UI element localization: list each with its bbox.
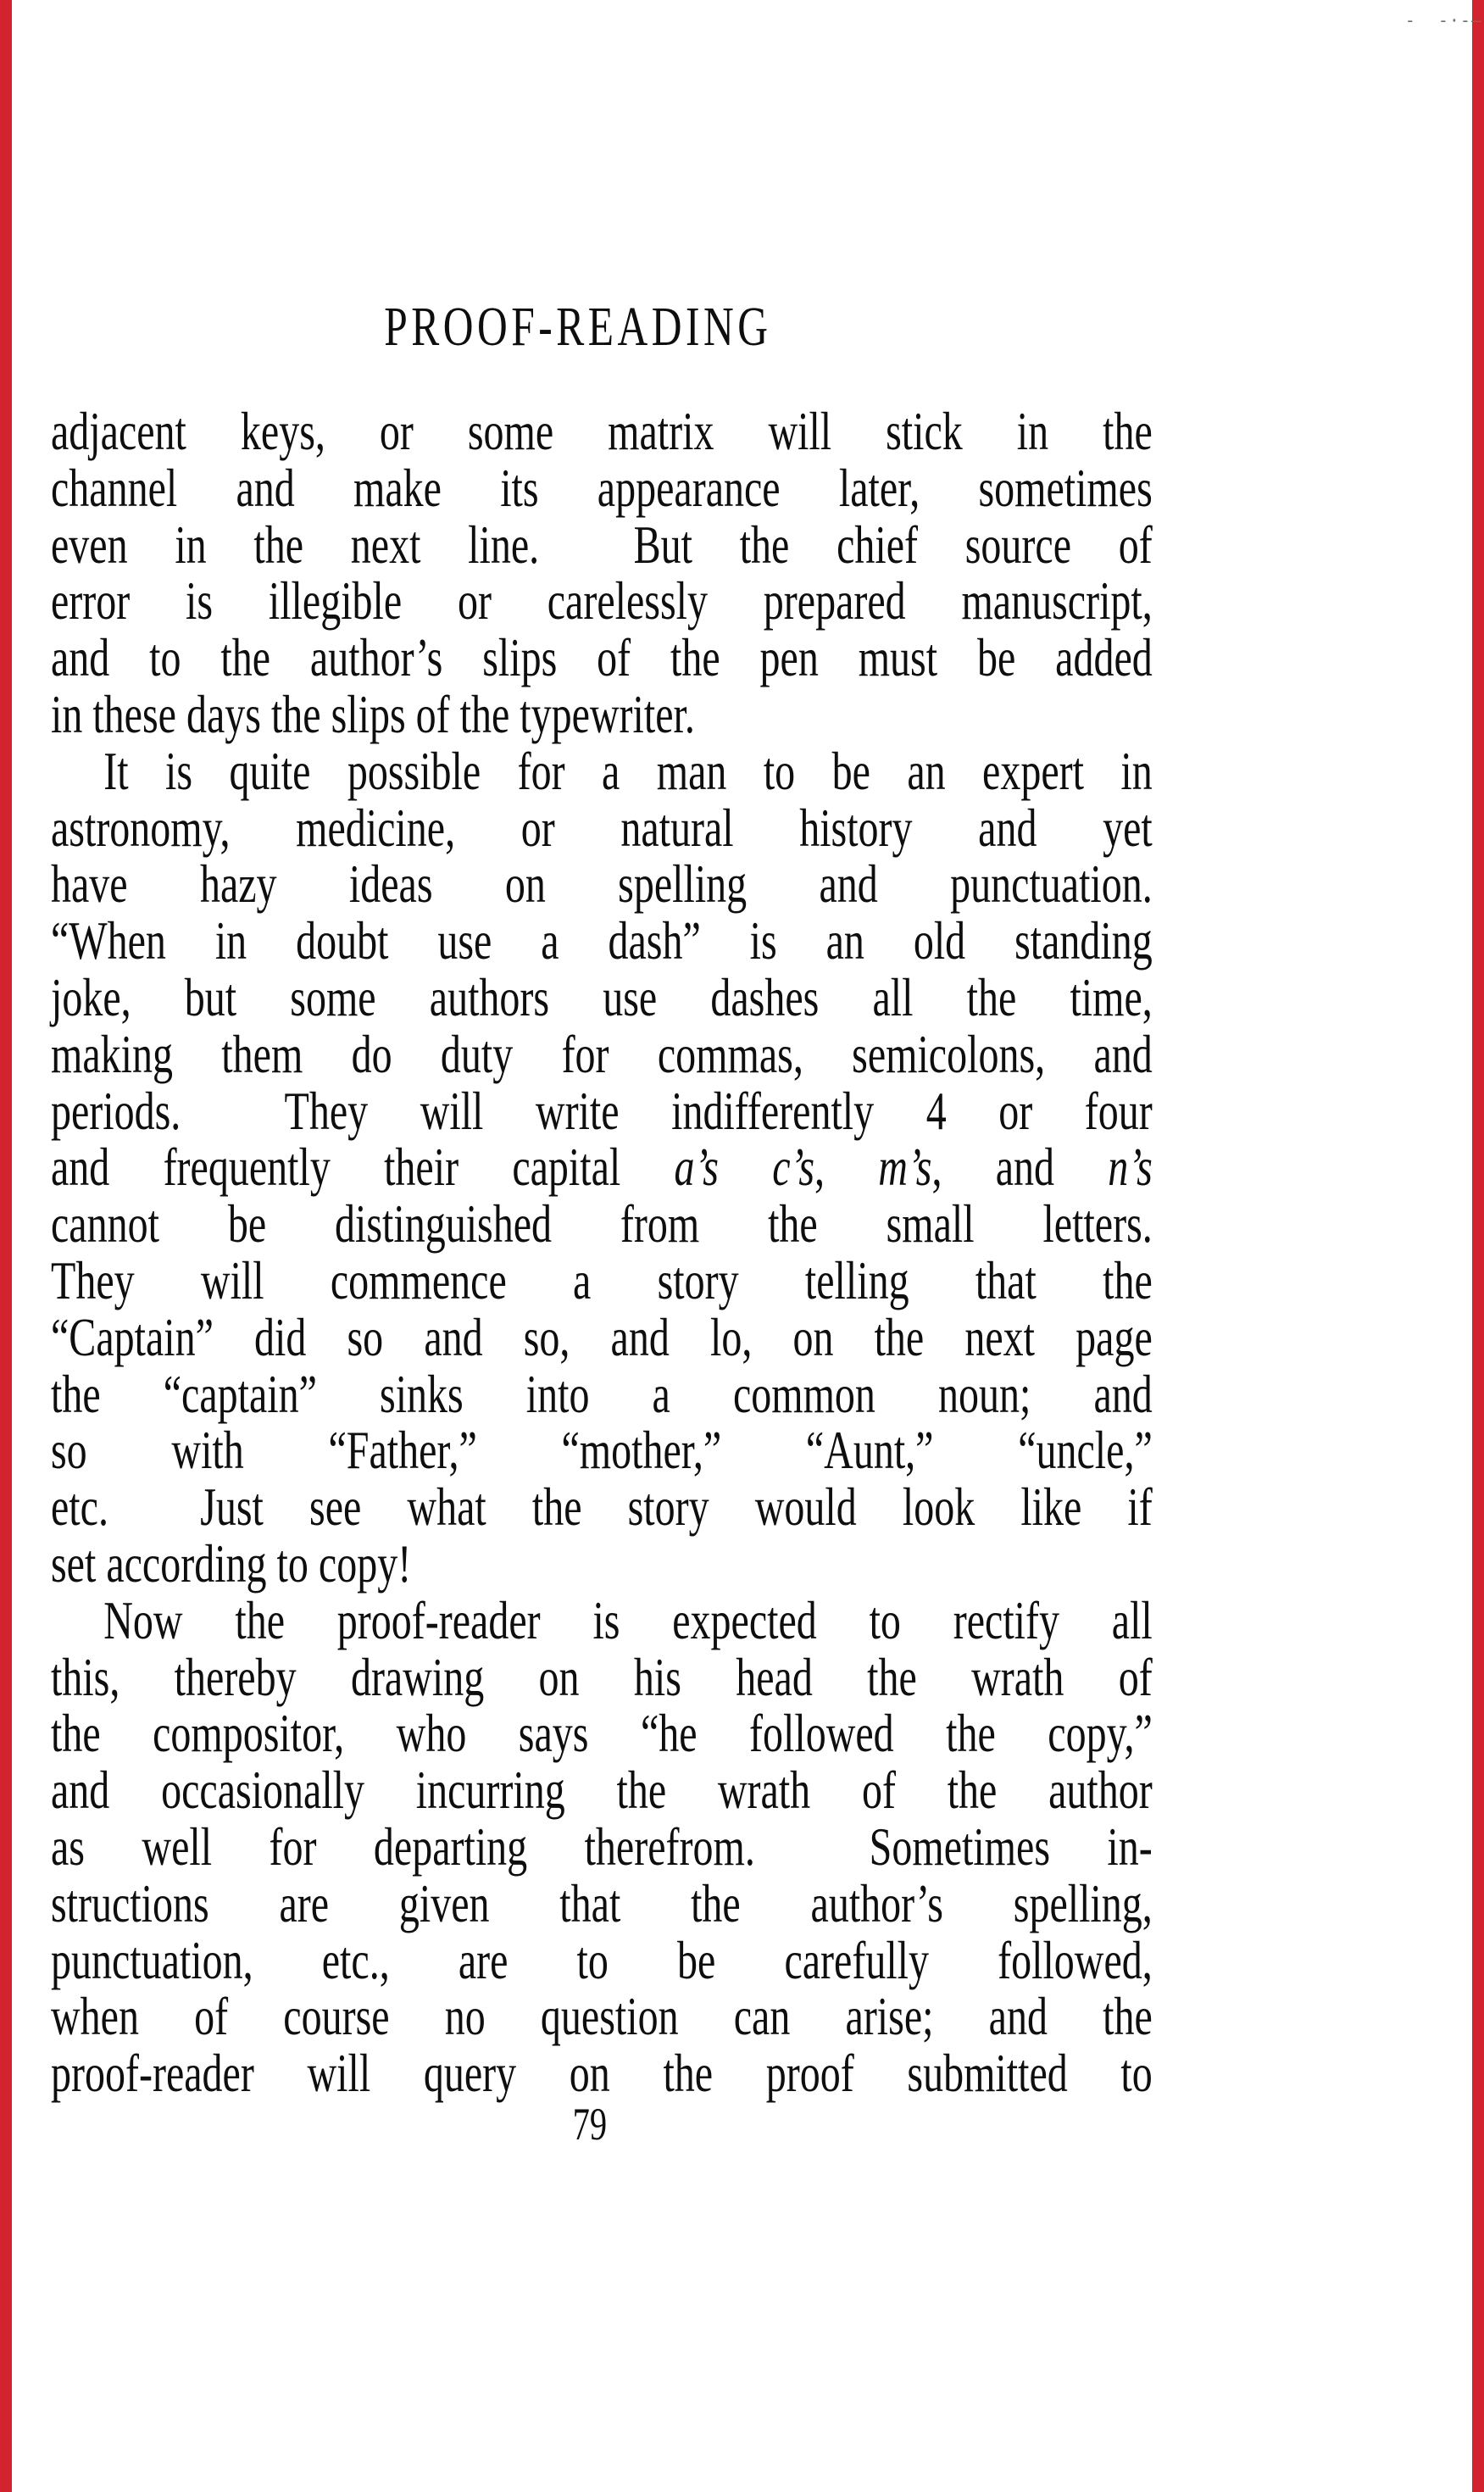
- text-line: channel and make its appearance later, sometimes: [51, 457, 1153, 518]
- text-line: error is illegible or carelessly prepared manuscript,: [51, 570, 1153, 631]
- text-line: It is quite possible for a man to be an expert in: [103, 740, 1153, 801]
- text-line: “Captain” did so and so, and lo, on the next page: [51, 1306, 1153, 1367]
- text-line: making them do duty for commas, semicolons, and: [51, 1023, 1153, 1084]
- body-text: [51, 403, 1153, 2102]
- text-line: periods. They will write indifferently 4 or four: [51, 1080, 1153, 1141]
- text-line: structions are given that the author’s spelling,: [51, 1872, 1153, 1933]
- text-line: in these days the slips of the typewriter.: [51, 683, 695, 744]
- text-line: adjacent keys, or some matrix will stick in the: [51, 401, 1153, 461]
- text-line: astronomy, medicine, or natural history and yet: [51, 797, 1153, 858]
- text-line: joke, but some authors use dashes all the time,: [51, 966, 1153, 1027]
- page-title: PROOF-READING: [384, 296, 772, 358]
- text-line: etc. Just see what the story would look like if: [51, 1477, 1153, 1538]
- text-line: set according to copy!: [51, 1532, 412, 1594]
- text-line: as well for departing therefrom. Sometimes in-: [51, 1816, 1153, 1877]
- text-line: this, thereby drawing on his head the wrath of: [51, 1646, 1153, 1707]
- scan-artifact-marks: - -·-—: [1404, 10, 1482, 31]
- scan-edge-right-bar: [1472, 0, 1484, 2492]
- text-line: and occasionally incurring the wrath of the author: [51, 1760, 1153, 1821]
- text-line: even in the next line. But the chief source of: [51, 514, 1153, 575]
- text-line: when of course no question can arise; and the: [51, 1986, 1153, 2047]
- text-line: Now the proof-reader is expected to rectify all: [103, 1589, 1153, 1650]
- text-line: proof-reader will query on the proof submitted to: [51, 2043, 1153, 2104]
- text-line: They will commence a story telling that the: [51, 1249, 1153, 1310]
- text-line: and frequently their capital a’s c’s, m’s, and n’s: [51, 1137, 1153, 1198]
- scan-edge-left-bar: [0, 0, 12, 2492]
- text-line: cannot be distinguished from the small letters.: [51, 1193, 1153, 1254]
- text-line: so with “Father,” “mother,” “Aunt,” “uncle,”: [51, 1420, 1153, 1481]
- text-line: the “captain” sinks into a common noun; and: [51, 1363, 1153, 1424]
- text-line: “When in doubt use a dash” is an old standing: [51, 910, 1153, 971]
- text-line: the compositor, who says “he followed the copy,”: [51, 1703, 1153, 1764]
- text-line: and to the author’s slips of the pen must be added: [51, 627, 1153, 688]
- text-line: have hazy ideas on spelling and punctuation.: [51, 854, 1153, 915]
- text-line: punctuation, etc., are to be carefully followed,: [51, 1929, 1153, 1990]
- page-number: 79: [572, 2099, 608, 2150]
